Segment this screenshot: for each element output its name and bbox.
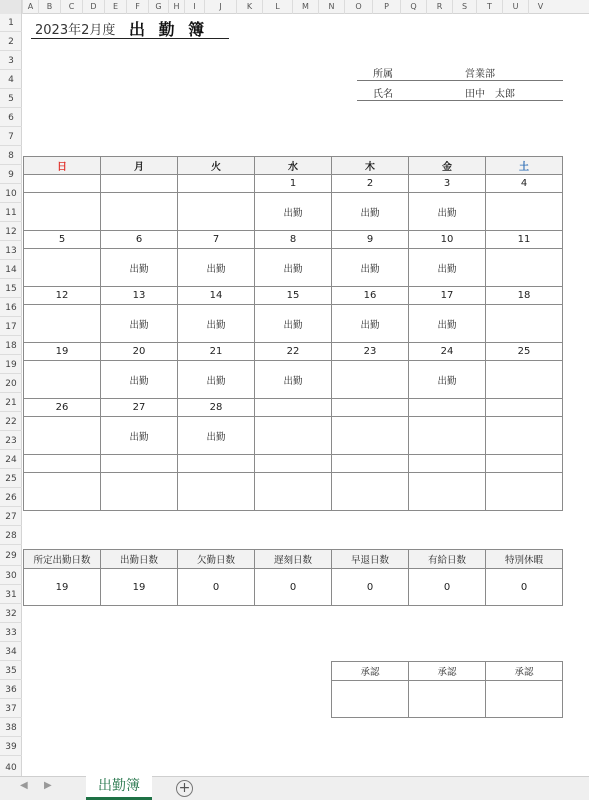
calendar-date-row	[24, 343, 563, 361]
weekday-fri[interactable]: 金	[409, 157, 486, 175]
calendar-date-cell[interactable]: 1	[255, 175, 332, 193]
row-header[interactable]: 34	[0, 643, 22, 661]
calendar-date-cell[interactable]: 27	[101, 399, 178, 417]
summary-header[interactable]: 出勤日数	[101, 550, 178, 569]
column-header[interactable]: D	[82, 0, 104, 14]
calendar-date-cell[interactable]: 18	[486, 287, 563, 305]
row-header[interactable]: 33	[0, 624, 22, 642]
attendance-status-cell[interactable]: 出勤	[255, 193, 332, 231]
row-header[interactable]: 13	[0, 242, 22, 260]
calendar-date-cell[interactable]: 10	[409, 231, 486, 249]
dept-row[interactable]	[357, 61, 563, 81]
column-header[interactable]: I	[184, 0, 204, 14]
year-month-label[interactable]: 2023年2月度	[35, 23, 116, 38]
calendar-date-cell[interactable]: 12	[24, 287, 101, 305]
summary-value[interactable]: 0	[332, 569, 409, 606]
row-header[interactable]: 3	[0, 52, 22, 70]
prev-sheet-arrow-icon[interactable]: ◀	[20, 780, 28, 791]
weekday-thu[interactable]: 木	[332, 157, 409, 175]
column-header[interactable]: G	[148, 0, 168, 14]
row-header[interactable]: 30	[0, 567, 22, 585]
row-header[interactable]: 26	[0, 489, 22, 507]
dept-value[interactable]: 営業部	[465, 69, 495, 80]
row-header[interactable]: 18	[0, 337, 22, 355]
attendance-status-cell[interactable]	[178, 473, 255, 511]
calendar-date-cell[interactable]: 23	[332, 343, 409, 361]
calendar-date-cell[interactable]: 26	[24, 399, 101, 417]
approval-stamp-cell[interactable]	[486, 681, 563, 718]
attendance-status-cell[interactable]: 出勤	[178, 417, 255, 455]
calendar-date-cell[interactable]	[409, 399, 486, 417]
column-header[interactable]: L	[262, 0, 292, 14]
calendar-date-cell[interactable]: 8	[255, 231, 332, 249]
calendar-date-cell[interactable]	[486, 399, 563, 417]
calendar-date-cell[interactable]	[178, 175, 255, 193]
add-sheet-icon[interactable]: +	[176, 780, 193, 797]
row-header[interactable]: 1	[0, 14, 22, 32]
attendance-status-cell[interactable]: 出勤	[409, 249, 486, 287]
column-header[interactable]: B	[38, 0, 60, 14]
calendar-date-cell[interactable]: 5	[24, 231, 101, 249]
calendar-status-row	[24, 473, 563, 511]
attendance-status-cell[interactable]	[24, 249, 101, 287]
calendar-date-cell[interactable]: 2	[332, 175, 409, 193]
attendance-status-cell[interactable]: 出勤	[332, 193, 409, 231]
attendance-summary	[23, 549, 563, 606]
calendar-date-cell[interactable]	[255, 399, 332, 417]
sheet-tab-bar	[0, 776, 589, 800]
attendance-status-cell[interactable]	[24, 361, 101, 399]
calendar-date-cell[interactable]: 3	[409, 175, 486, 193]
attendance-status-cell[interactable]: 出勤	[409, 305, 486, 343]
calendar-date-row	[24, 175, 563, 193]
attendance-status-cell[interactable]	[486, 305, 563, 343]
summary-header[interactable]: 所定出勤日数	[24, 550, 101, 569]
row-header[interactable]: 19	[0, 356, 22, 374]
column-header[interactable]: V	[528, 0, 552, 14]
row-header[interactable]: 22	[0, 413, 22, 431]
attendance-status-cell[interactable]: 出勤	[101, 417, 178, 455]
attendance-status-cell[interactable]: 出勤	[409, 193, 486, 231]
weekday-sat[interactable]: 土	[486, 157, 563, 175]
column-header[interactable]: T	[476, 0, 502, 14]
row-header[interactable]: 36	[0, 681, 22, 699]
calendar-date-row	[24, 455, 563, 473]
attendance-status-cell[interactable]	[486, 473, 563, 511]
column-header-bar	[0, 0, 589, 14]
column-header[interactable]: A	[22, 0, 38, 14]
column-header[interactable]: S	[452, 0, 476, 14]
dept-label: 所属	[373, 69, 393, 80]
row-header[interactable]: 7	[0, 128, 22, 146]
next-sheet-arrow-icon[interactable]: ▶	[44, 780, 52, 791]
approval-stamp-box	[331, 661, 563, 718]
calendar-date-row	[24, 287, 563, 305]
attendance-status-cell[interactable]: 出勤	[178, 361, 255, 399]
row-header[interactable]: 20	[0, 375, 22, 393]
calendar-date-cell[interactable]: 25	[486, 343, 563, 361]
calendar-status-row	[24, 193, 563, 231]
column-header[interactable]: J	[204, 0, 236, 14]
row-header[interactable]: 9	[0, 166, 22, 184]
column-header[interactable]: Q	[400, 0, 426, 14]
summary-value[interactable]: 0	[409, 569, 486, 606]
attendance-status-cell[interactable]	[486, 249, 563, 287]
summary-header[interactable]: 特別休暇	[486, 550, 563, 569]
attendance-status-cell[interactable]	[332, 417, 409, 455]
row-header[interactable]: 14	[0, 261, 22, 279]
calendar-date-row	[24, 399, 563, 417]
calendar-date-cell[interactable]: 9	[332, 231, 409, 249]
attendance-status-cell[interactable]	[409, 473, 486, 511]
calendar-date-cell[interactable]: 13	[101, 287, 178, 305]
attendance-status-cell[interactable]	[332, 361, 409, 399]
calendar-date-cell[interactable]	[24, 175, 101, 193]
calendar-status-row	[24, 417, 563, 455]
calendar-date-cell[interactable]: 28	[178, 399, 255, 417]
approval-stamp-cell[interactable]	[332, 681, 409, 718]
attendance-status-cell[interactable]	[486, 361, 563, 399]
row-header[interactable]: 37	[0, 700, 22, 718]
column-header[interactable]: F	[126, 0, 148, 14]
row-header[interactable]: 17	[0, 318, 22, 336]
sheet-title[interactable]: 出 勤 簿	[129, 20, 209, 39]
row-header[interactable]: 5	[0, 90, 22, 108]
summary-header[interactable]: 欠勤日数	[178, 550, 255, 569]
summary-value[interactable]: 19	[24, 569, 101, 606]
calendar-date-cell[interactable]: 6	[101, 231, 178, 249]
summary-value[interactable]: 0	[178, 569, 255, 606]
row-header[interactable]: 6	[0, 109, 22, 127]
row-header[interactable]: 32	[0, 605, 22, 623]
row-header[interactable]: 28	[0, 527, 22, 545]
column-header[interactable]: C	[60, 0, 82, 14]
attendance-status-cell[interactable]	[486, 193, 563, 231]
row-header[interactable]: 35	[0, 662, 22, 680]
attendance-status-cell[interactable]: 出勤	[101, 305, 178, 343]
calendar-date-cell[interactable]	[486, 455, 563, 473]
summary-header[interactable]: 有給日数	[409, 550, 486, 569]
calendar-date-cell[interactable]	[255, 455, 332, 473]
weekday-tue[interactable]: 火	[178, 157, 255, 175]
attendance-status-cell[interactable]: 出勤	[101, 249, 178, 287]
row-header[interactable]: 27	[0, 508, 22, 526]
approval-header[interactable]: 承認	[409, 662, 486, 681]
summary-header[interactable]: 早退日数	[332, 550, 409, 569]
row-header[interactable]: 25	[0, 470, 22, 488]
attendance-status-cell[interactable]: 出勤	[255, 249, 332, 287]
column-header[interactable]: H	[168, 0, 184, 14]
calendar-date-cell[interactable]: 14	[178, 287, 255, 305]
attendance-status-cell[interactable]	[178, 193, 255, 231]
calendar-date-cell[interactable]	[178, 455, 255, 473]
attendance-status-cell[interactable]	[332, 473, 409, 511]
name-value[interactable]: 田中 太郎	[465, 89, 515, 100]
calendar-date-cell[interactable]	[101, 455, 178, 473]
row-header[interactable]: 23	[0, 432, 22, 450]
row-header[interactable]: 40	[0, 757, 22, 779]
row-header[interactable]: 21	[0, 394, 22, 412]
summary-header[interactable]: 遅刻日数	[255, 550, 332, 569]
calendar-date-cell[interactable]: 4	[486, 175, 563, 193]
attendance-calendar	[23, 156, 563, 511]
row-header[interactable]: 29	[0, 546, 22, 566]
calendar-date-cell[interactable]	[332, 455, 409, 473]
row-header[interactable]: 39	[0, 738, 22, 756]
column-header[interactable]: K	[236, 0, 262, 14]
row-header[interactable]: 16	[0, 299, 22, 317]
attendance-status-cell[interactable]	[101, 473, 178, 511]
attendance-status-cell[interactable]: 出勤	[332, 305, 409, 343]
calendar-date-cell[interactable]: 21	[178, 343, 255, 361]
attendance-status-cell[interactable]: 出勤	[409, 361, 486, 399]
calendar-date-cell[interactable]: 24	[409, 343, 486, 361]
calendar-date-cell[interactable]: 7	[178, 231, 255, 249]
attendance-status-cell[interactable]	[255, 417, 332, 455]
calendar-status-row	[24, 361, 563, 399]
summary-value[interactable]: 0	[255, 569, 332, 606]
row-header[interactable]: 10	[0, 185, 22, 203]
attendance-status-cell[interactable]	[24, 473, 101, 511]
row-header[interactable]: 12	[0, 223, 22, 241]
row-header-bar	[0, 14, 22, 776]
column-header[interactable]: R	[426, 0, 452, 14]
row-header[interactable]: 2	[0, 33, 22, 51]
calendar-status-row	[24, 305, 563, 343]
calendar-date-cell[interactable]: 17	[409, 287, 486, 305]
column-header[interactable]: O	[344, 0, 372, 14]
worksheet[interactable]	[23, 15, 589, 776]
attendance-status-cell[interactable]: 出勤	[332, 249, 409, 287]
attendance-status-cell[interactable]: 出勤	[255, 305, 332, 343]
calendar-date-cell[interactable]: 19	[24, 343, 101, 361]
row-header[interactable]: 31	[0, 586, 22, 604]
attendance-status-cell[interactable]: 出勤	[178, 305, 255, 343]
calendar-date-cell[interactable]: 20	[101, 343, 178, 361]
weekday-mon[interactable]: 月	[101, 157, 178, 175]
calendar-date-cell[interactable]	[101, 175, 178, 193]
column-header[interactable]: M	[292, 0, 318, 14]
attendance-status-cell[interactable]: 出勤	[101, 361, 178, 399]
title-underline	[31, 38, 229, 39]
row-header[interactable]: 4	[0, 71, 22, 89]
approval-stamp-cell[interactable]	[409, 681, 486, 718]
summary-value[interactable]: 19	[101, 569, 178, 606]
summary-value[interactable]: 0	[486, 569, 563, 606]
column-header[interactable]: E	[104, 0, 126, 14]
name-row[interactable]	[357, 81, 563, 101]
calendar-date-cell[interactable]: 15	[255, 287, 332, 305]
column-header[interactable]: P	[372, 0, 400, 14]
attendance-status-cell[interactable]: 出勤	[255, 361, 332, 399]
calendar-status-row	[24, 249, 563, 287]
column-header[interactable]: N	[318, 0, 344, 14]
calendar-date-cell[interactable]: 16	[332, 287, 409, 305]
calendar-date-row	[24, 231, 563, 249]
attendance-status-cell[interactable]: 出勤	[178, 249, 255, 287]
attendance-status-cell[interactable]	[24, 305, 101, 343]
sheet-tab-attendance[interactable]: 出勤簿	[86, 776, 152, 800]
calendar-date-cell[interactable]	[24, 455, 101, 473]
attendance-status-cell[interactable]	[486, 417, 563, 455]
approval-header[interactable]: 承認	[486, 662, 563, 681]
row-header[interactable]: 11	[0, 204, 22, 222]
column-header[interactable]: U	[502, 0, 528, 14]
row-header[interactable]: 24	[0, 451, 22, 469]
name-label: 氏名	[373, 89, 393, 100]
row-header[interactable]: 15	[0, 280, 22, 298]
attendance-status-cell[interactable]	[255, 473, 332, 511]
row-header[interactable]: 8	[0, 147, 22, 165]
attendance-status-cell[interactable]	[409, 417, 486, 455]
calendar-date-cell[interactable]	[409, 455, 486, 473]
attendance-status-cell[interactable]	[24, 417, 101, 455]
select-all-corner[interactable]	[0, 0, 22, 14]
attendance-status-cell[interactable]	[101, 193, 178, 231]
attendance-status-cell[interactable]	[24, 193, 101, 231]
calendar-date-cell[interactable]	[332, 399, 409, 417]
calendar-date-cell[interactable]: 22	[255, 343, 332, 361]
weekday-sun[interactable]: 日	[24, 157, 101, 175]
approval-header[interactable]: 承認	[332, 662, 409, 681]
row-header[interactable]: 38	[0, 719, 22, 737]
calendar-date-cell[interactable]: 11	[486, 231, 563, 249]
weekday-wed[interactable]: 水	[255, 157, 332, 175]
